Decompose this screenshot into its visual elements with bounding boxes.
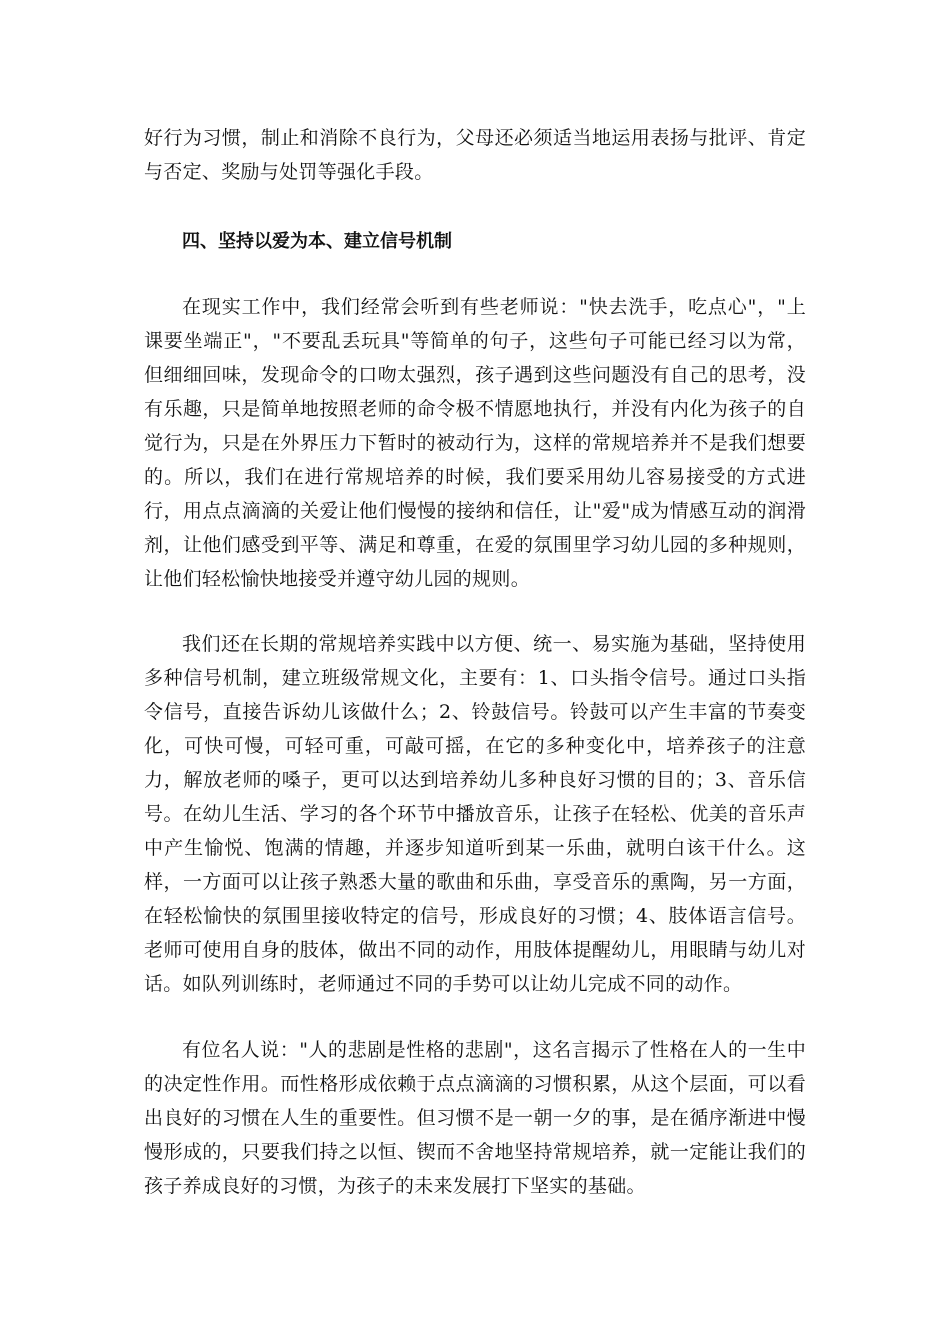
continued-paragraph: 好行为习惯，制止和消除不良行为，父母还必须适当地运用表扬与批评、肯定与否定、奖励与处罚等强化手段。 <box>144 127 806 183</box>
section-heading: 四、坚持以爱为本、建立信号机制 <box>182 231 452 252</box>
body-paragraph: 有位名人说："人的悲剧是性格的悲剧"，这名言揭示了性格在人的一生中的决定性作用。而性格形成依赖于点点滴滴的习惯积累，从这个层面，可以看出良好的习惯在人生的重要性。但习惯不是一朝一夕的事，是在循序渐进中慢慢形成的，只要我们持之以恒、锲而不舍地坚持常规培养，就一定能让我们的孩子养成良好的习惯，为孩子的未来发展打下坚实的基础。 <box>144 1039 806 1197</box>
body-paragraph: 在现实工作中，我们经常会听到有些老师说："快去洗手，吃点心"，"上课要坐端正"，"不要乱丢玩具"等简单的句子，这些句子可能已经习以为常，但细细回味，发现命令的口吻太强烈，孩子遇到这些问题没有自己的思考，没有乐趣，只是简单地按照老师的命令极不情愿地执行，并没有内化为孩子的自觉行为，只是在外界压力下暂时的被动行为，这样的常规培养并不是我们想要的。所以，我们在进行常规培养的时候，我们要采用幼儿容易接受的方式进行，用点点滴滴的关爱让他们慢慢的接纳和信任，让"爱"成为情感互动的润滑剂，让他们感受到平等、满足和尊重，在爱的氛围里学习幼儿园的多种规则，让他们轻松愉快地接受并遵守幼儿园的规则。 <box>144 296 806 590</box>
body-paragraph: 我们还在长期的常规培养实践中以方便、统一、易实施为基础，坚持使用多种信号机制，建立班级常规文化，主要有：1、口头指令信号。通过口头指令信号，直接告诉幼儿该做什么；2、铃鼓信号。铃鼓可以产生丰富的节奏变化，可快可慢，可轻可重，可敲可摇，在它的多种变化中，培养孩子的注意力，解放老师的嗓子，更可以达到培养幼儿多种良好习惯的目的；3、音乐信号。在幼儿生活、学习的各个环节中播放音乐，让孩子在轻松、优美的音乐声中产生愉悦、饱满的情趣，并逐步知道听到某一乐曲，就明白该干什么。这样，一方面可以让孩子熟悉大量的歌曲和乐曲，享受音乐的熏陶，另一方面，在轻松愉快的氛围里接收特定的信号，形成良好的习惯；4、肢体语言信号。老师可使用自身的肢体，做出不同的动作，用肢体提醒幼儿，用眼睛与幼儿对话。如队列训练时，老师通过不同的手势可以让幼儿完成不同的动作。 <box>144 633 806 995</box>
